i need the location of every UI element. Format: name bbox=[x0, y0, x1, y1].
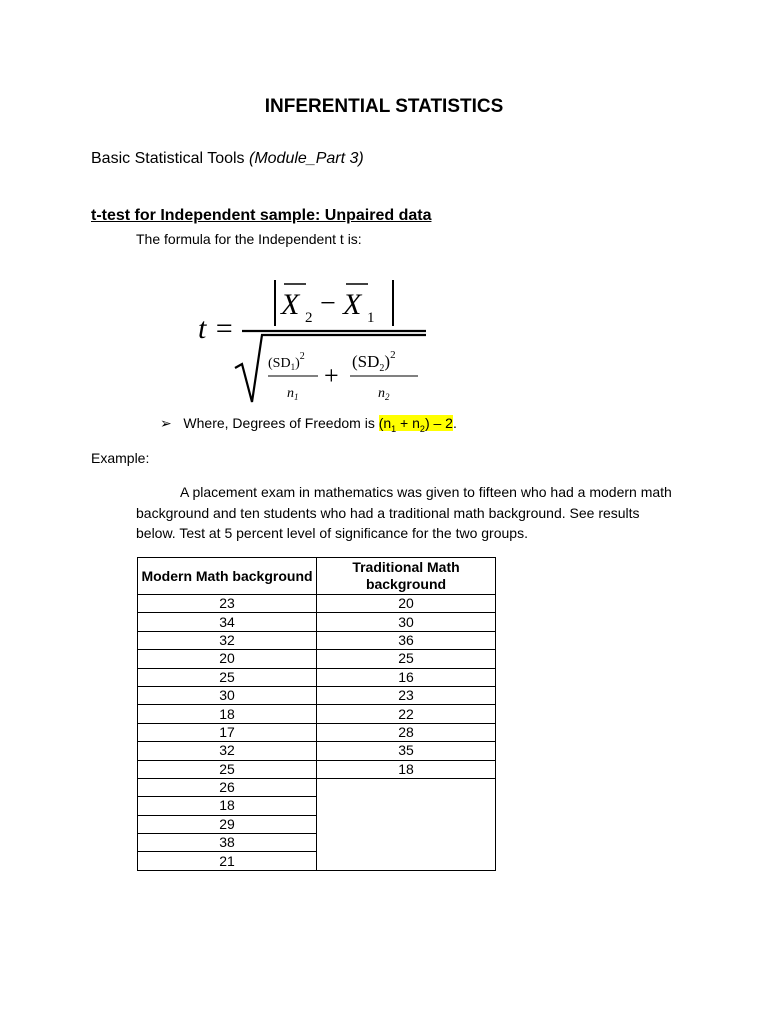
section-heading: t-test for Independent sample: Unpaired data bbox=[91, 207, 432, 224]
subtitle-italic: (Module_Part 3) bbox=[249, 150, 364, 167]
subtitle-main: Basic Statistical Tools bbox=[91, 150, 249, 167]
arrow-bullet-icon: ➢ bbox=[160, 415, 172, 431]
t-test-formula bbox=[190, 272, 440, 412]
traditional-score-cell: 16 bbox=[317, 668, 496, 686]
modern-score-cell: 25 bbox=[138, 760, 317, 778]
table-row bbox=[138, 705, 496, 723]
modern-score-cell: 32 bbox=[138, 631, 317, 649]
xbar1-sub: 1 bbox=[367, 310, 375, 326]
xbar1: X bbox=[343, 288, 362, 321]
n2-term: $n_2$ bbox=[378, 386, 390, 402]
n1-term: $n_1$ bbox=[287, 386, 299, 402]
scores-table bbox=[137, 557, 496, 871]
modern-score-cell: 30 bbox=[138, 686, 317, 704]
table-row bbox=[138, 650, 496, 668]
dof-text: Where, Degrees of Freedom is bbox=[183, 415, 379, 431]
traditional-score-cell: 23 bbox=[317, 686, 496, 704]
table-header-row bbox=[138, 558, 496, 595]
plus-sign: + bbox=[324, 361, 339, 390]
subtitle bbox=[91, 150, 364, 168]
page-title: INFERENTIAL STATISTICS bbox=[264, 96, 504, 117]
modern-score-cell: 29 bbox=[138, 815, 317, 833]
modern-score-cell: 32 bbox=[138, 742, 317, 760]
traditional-score-cell: 22 bbox=[317, 705, 496, 723]
traditional-empty-cell bbox=[317, 778, 496, 870]
table-row bbox=[138, 595, 496, 613]
table-row bbox=[138, 686, 496, 704]
table-row bbox=[138, 778, 496, 796]
modern-score-cell: 21 bbox=[138, 852, 317, 870]
traditional-score-cell: 25 bbox=[317, 650, 496, 668]
header-modern-math: Modern Math background bbox=[138, 558, 317, 595]
table-row bbox=[138, 742, 496, 760]
traditional-score-cell: 28 bbox=[317, 723, 496, 741]
modern-score-cell: 26 bbox=[138, 778, 317, 796]
table-body bbox=[138, 595, 496, 871]
modern-score-cell: 25 bbox=[138, 668, 317, 686]
traditional-score-cell: 35 bbox=[317, 742, 496, 760]
xbar2: X bbox=[281, 288, 300, 321]
modern-score-cell: 20 bbox=[138, 650, 317, 668]
table-row bbox=[138, 631, 496, 649]
traditional-score-cell: 20 bbox=[317, 595, 496, 613]
table-row bbox=[138, 613, 496, 631]
modern-score-cell: 18 bbox=[138, 705, 317, 723]
degrees-of-freedom-bullet: ➢ Where, Degrees of Freedom is $(n_1 + n_2) - 2$. bbox=[160, 415, 457, 434]
modern-score-cell: 18 bbox=[138, 797, 317, 815]
formula-intro: The formula for the Independent t is: bbox=[136, 231, 362, 247]
table-row bbox=[138, 668, 496, 686]
header-traditional-math: Traditional Math background bbox=[317, 558, 496, 595]
modern-score-cell: 38 bbox=[138, 834, 317, 852]
table-row bbox=[138, 723, 496, 741]
dof-formula-highlight: $(n_1 + n_2) - 2$ bbox=[378, 415, 453, 434]
modern-score-cell: 23 bbox=[138, 595, 317, 613]
example-paragraph: A placement exam in mathematics was given to fifteen who had a modern math background and ten students who had a traditional math background. See results below. Test at 5 percent level of significance for the two groups. bbox=[136, 484, 672, 541]
traditional-score-cell: 36 bbox=[317, 631, 496, 649]
modern-score-cell: 17 bbox=[138, 723, 317, 741]
modern-score-cell: 34 bbox=[138, 613, 317, 631]
minus-sign: − bbox=[320, 288, 336, 319]
sd1-term: $(SD_1)^2$ bbox=[268, 351, 305, 372]
formula-lhs: t = bbox=[198, 312, 235, 345]
xbar2-sub: 2 bbox=[305, 310, 313, 326]
example-label: Example: bbox=[91, 450, 150, 466]
traditional-score-cell: 18 bbox=[317, 760, 496, 778]
table-row bbox=[138, 760, 496, 778]
sd2-term: $(SD_2)^2$ bbox=[352, 349, 396, 374]
traditional-score-cell: 30 bbox=[317, 613, 496, 631]
